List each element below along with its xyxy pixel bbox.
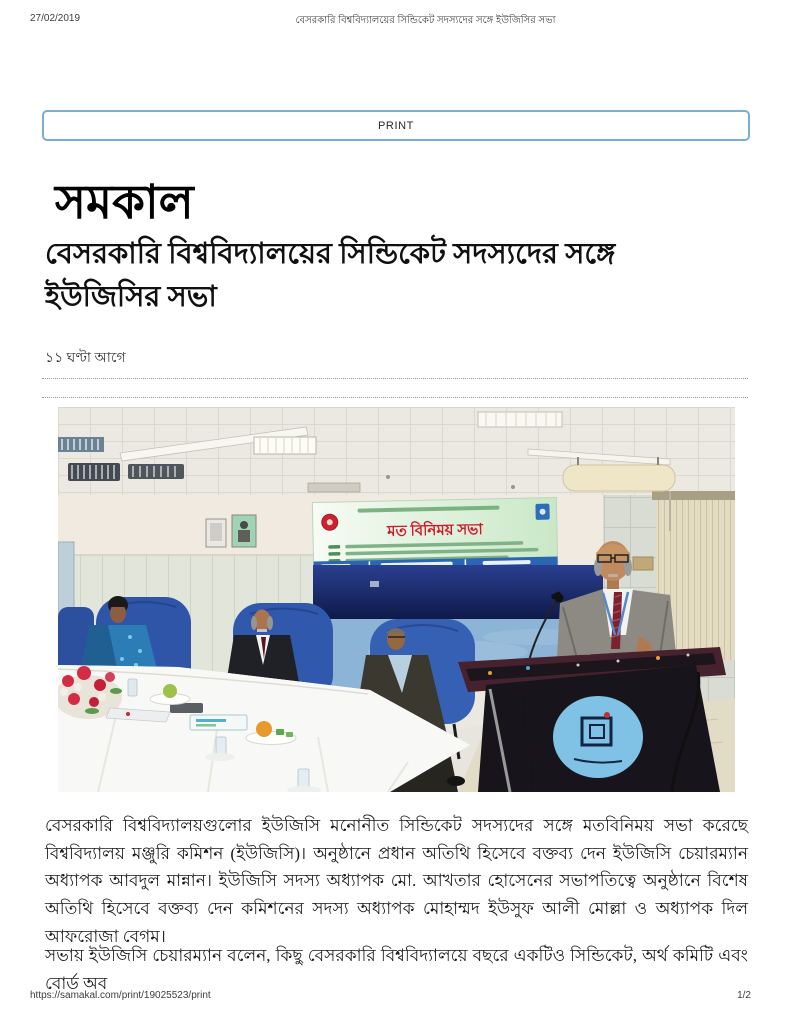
dotted-divider — [42, 378, 748, 379]
brand-logo: সমকাল — [55, 177, 194, 229]
browser-print-header — [0, 13, 791, 29]
article-headline: বেসরকারি বিশ্ববিদ্যালয়ের সিন্ডিকেট সদস্যদের সঙ্গে ইউজিসির সভা — [45, 238, 616, 313]
article-timestamp: ১১ ঘণ্টা আগে — [45, 351, 126, 366]
banner-title-text: মত বিনিময় সভা — [387, 522, 483, 540]
print-header-title: বেসরকারি বিশ্ববিদ্যালয়ের সিন্ডিকেট সদস্যদের সঙ্গে ইউজিসির সভা — [295, 15, 556, 26]
browser-print-footer — [0, 990, 791, 1004]
print-date: 27/02/2019 — [30, 13, 81, 24]
dotted-divider — [42, 397, 748, 398]
footer-url: https://samakal.com/print/19025523/print — [30, 990, 211, 1001]
podium-logo — [553, 696, 643, 778]
event-banner — [312, 497, 557, 572]
article-paragraph: সভায় ইউজিসি চেয়ারম্যান বলেন, কিছু বেসরকারি বিশ্ববিদ্যালয়ে বছরে একটিও সিন্ডিকেট, অর্থ কমিটি এবং বোর্ড অব — [45, 946, 748, 993]
page-indicator: 1/2 — [737, 990, 751, 1001]
article-photo — [58, 407, 735, 792]
print-button[interactable]: PRINT — [42, 110, 750, 141]
article-paragraph: বেসরকারি বিশ্ববিদ্যালয়গুলোর ইউজিসি মনোনীত সিন্ডিকেট সদস্যদের সঙ্গে মতবিনিময় সভা করেছে বিশ্ববিদ্যালয় মঞ্জুরি কমিশন (ইউজিসি)। অনুষ্ঠানে প্রধান অতিথি হিসেবে বক্তব্য দেন ইউজিসি চেয়ারম্যান অধ্যাপক আবদুল মান্নান। ইউজিসি সদস্য অধ্যাপক মো. আখতার হোসেনের সভাপতিত্বে অনুষ্ঠানে বিশেষ অতিথি হিসেবে বক্তব্য দেন কমিশনের সদস্য অধ্যাপক মোহাম্মদ ইউসুফ আলী মোল্লা ও অধ্যাপক দিল আফরোজা বেগম। — [45, 816, 748, 946]
